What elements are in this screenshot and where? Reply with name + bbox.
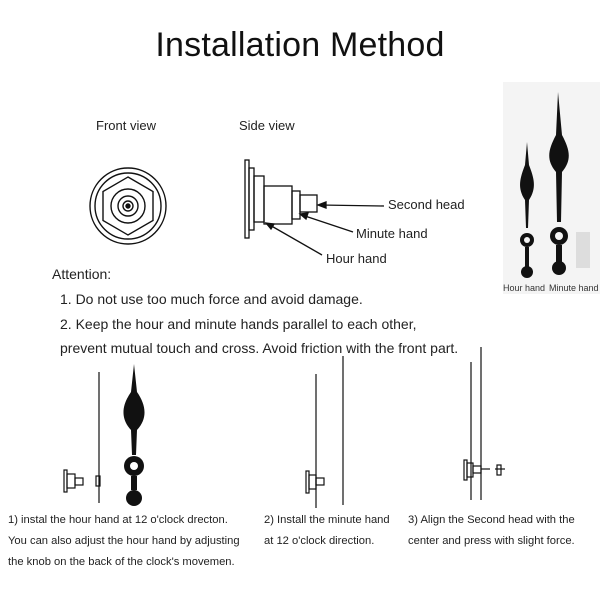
thumb-minute-hand [549, 92, 569, 275]
step-3-line-1: 3) Align the Second head with the [408, 514, 575, 526]
step-3-drawing [464, 347, 505, 500]
thumb-hour-hand [520, 142, 534, 278]
hour-hand-label: Hour hand [326, 251, 387, 266]
thumb-hour-label: Hour hand [503, 283, 546, 293]
thumb-minute-label: Minute hand [549, 283, 599, 293]
step-2-line-2: at 12 o'clock direction. [264, 535, 375, 547]
attention-line-3: prevent mutual touch and cross. Avoid friction with the front part. [60, 340, 459, 356]
attention-line-1: 1. Do not use too much force and avoid damage. [60, 291, 363, 307]
attention-line-2: 2. Keep the hour and minute hands parallel to each other, [60, 316, 417, 332]
step-1-line-3: the knob on the back of the clock's movemen. [8, 556, 235, 568]
step-1-line-2: You can also adjust the hour hand by adjusting [8, 535, 240, 547]
page-title: Installation Method [155, 26, 445, 64]
thumb-second-hand [576, 232, 590, 268]
front-view-drawing [90, 168, 166, 244]
side-view-drawing [245, 160, 384, 255]
attention-heading: Attention: [52, 266, 112, 282]
second-head-label: Second head [388, 197, 465, 212]
step-1-drawing [64, 372, 100, 503]
side-view-label: Side view [239, 118, 295, 133]
step-2-drawing [306, 356, 343, 508]
step-1-line-1: 1) instal the hour hand at 12 o'clock drecton. [8, 514, 228, 526]
step-3-line-2: center and press with slight force. [408, 535, 575, 547]
step-1-hour-hand [123, 364, 144, 506]
front-view-label: Front view [96, 118, 156, 133]
step-2-line-1: 2) Install the minute hand [264, 514, 390, 526]
minute-hand-label: Minute hand [356, 226, 428, 241]
